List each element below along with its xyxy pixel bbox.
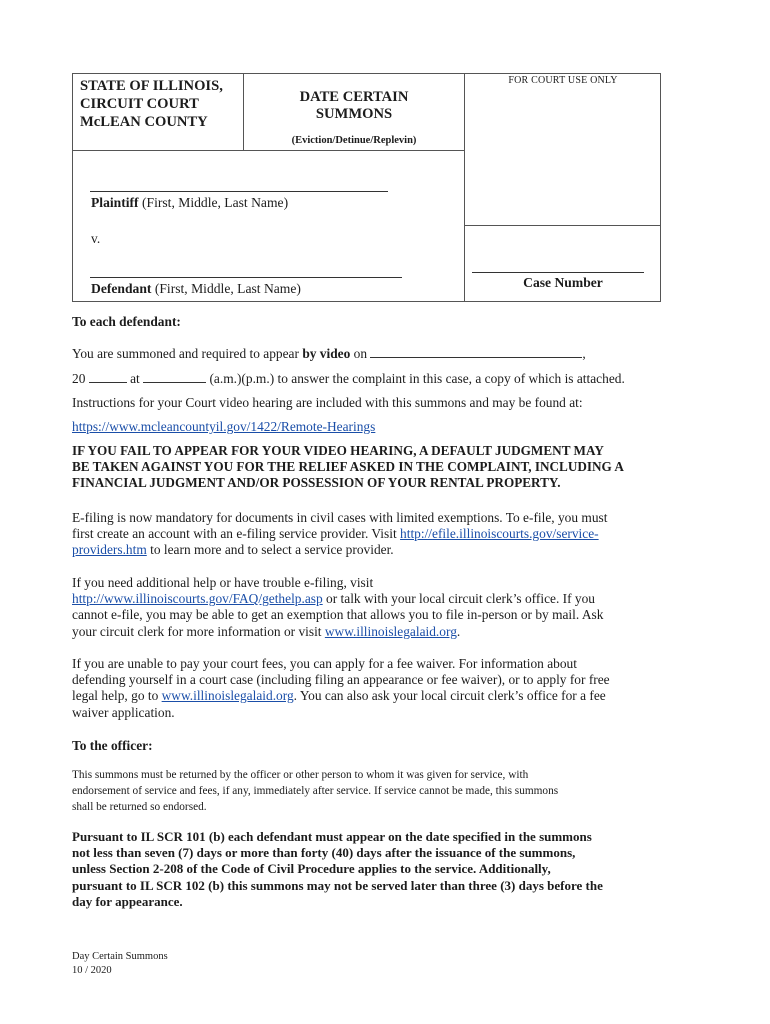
officer-line-2: endorsement of service and fees, if any, immediately after service. If service cannot be made, this summons xyxy=(72,785,559,797)
defendant-label xyxy=(91,281,301,297)
plaintiff-signature-line[interactable] xyxy=(90,191,388,192)
court-use-divider xyxy=(464,73,465,302)
efile-line-1: E-filing is now mandatory for documents in civil cases with limited exemptions. To e-file, you must xyxy=(72,510,608,525)
warning-line-2: BE TAKEN AGAINST YOU FOR THE RELIEF ASKED IN THE COMPLAINT, INCLUDING A xyxy=(72,459,624,475)
court-line-county: McLEAN COUNTY xyxy=(80,114,208,130)
fee-line-4: waiver application. xyxy=(72,704,175,720)
efile-providers-link-part2[interactable]: providers.htm xyxy=(72,542,147,558)
officer-paragraph xyxy=(72,767,558,815)
case-number-line[interactable] xyxy=(472,272,644,273)
help-line-4-end: . xyxy=(456,623,461,639)
footer-form-date: 10 / 2020 xyxy=(72,965,112,976)
fee-line-3-text: legal help, go to xyxy=(72,688,162,704)
help-line-3: cannot e-file, you may be able to get an exemption that allows you to file in-person or by mail. Ask xyxy=(72,607,604,623)
scr-line-5: day for appearance. xyxy=(72,893,183,909)
fee-line-3-rest: . You can also ask your local circuit clerk’s office for a fee xyxy=(293,688,606,704)
court-name xyxy=(80,77,223,131)
case-number-label: Case Number xyxy=(523,275,603,290)
box-bottom-rule xyxy=(72,301,661,302)
efile-paragraph xyxy=(72,510,607,559)
summoned-comma: , xyxy=(582,346,586,361)
form-title-line1: DATE CERTAIN xyxy=(299,89,409,105)
form-title-line2: SUMMONS xyxy=(315,106,393,122)
form-subtitle: (Eviction/Detinue/Replevin) xyxy=(291,135,417,146)
efile-line-2 xyxy=(72,526,607,542)
fee-line-2: defending yourself in a court case (including filing an appearance or fee waiver), or to apply for free xyxy=(72,672,610,688)
legalaid-link-2[interactable]: www.illinoislegalaid.org xyxy=(161,688,294,704)
legalaid-link-1[interactable]: www.illinoislegalaid.org xyxy=(324,623,457,639)
summoned-text: You are summoned and required to appear xyxy=(72,346,303,361)
box-left-rule xyxy=(72,73,73,302)
scr-line-4: pursuant to IL SCR 102 (b) this summons may not be served later than three (3) days before the xyxy=(72,877,603,893)
court-use-label: FOR COURT USE ONLY xyxy=(508,75,618,86)
help-line-2-text: or talk with your local circuit clerk’s office. If you xyxy=(322,591,595,607)
fee-line-3 xyxy=(72,688,610,704)
fee-line-1: If you are unable to pay your court fees, you can apply for a fee waiver. For information about xyxy=(72,656,577,671)
summoned-on-text: on xyxy=(350,346,371,361)
scr-line-2: not less than seven (7) days or more than forty (40) days after the issuance of the summons, xyxy=(72,845,576,861)
help-paragraph xyxy=(72,575,603,640)
help-line-4 xyxy=(72,624,603,640)
gethelp-link[interactable]: http://www.illinoiscourts.gov/FAQ/gethelp.asp xyxy=(72,591,323,607)
scr-paragraph xyxy=(72,829,603,910)
hearing-year-field[interactable] xyxy=(89,371,127,383)
at-word: at xyxy=(126,371,144,386)
year-prefix: 20 xyxy=(72,371,86,386)
time-line xyxy=(72,371,625,387)
court-line-circuit: CIRCUIT COURT xyxy=(80,96,199,112)
plaintiff-label-bold: Plaintiff xyxy=(91,195,139,210)
officer-line-3: shall be returned so endorsed. xyxy=(72,801,207,813)
efile-line-3 xyxy=(72,542,607,558)
to-defendant-heading: To each defendant: xyxy=(72,314,181,329)
plaintiff-label-hint: (First, Middle, Last Name) xyxy=(141,195,289,210)
defendant-label-bold: Defendant xyxy=(91,281,152,296)
box-right-rule xyxy=(660,73,661,302)
hearing-time-field[interactable] xyxy=(143,371,206,383)
by-video-text: by video xyxy=(302,346,351,361)
box-top-rule xyxy=(72,73,661,74)
plaintiff-label xyxy=(91,195,288,211)
form-title xyxy=(244,89,464,123)
scr-line-3: unless Section 2-208 of the Code of Civil Procedure applies to the service. Additionally, xyxy=(72,861,551,877)
court-line-state: STATE OF ILLINOIS, xyxy=(80,78,223,94)
case-number-rule xyxy=(464,225,661,226)
versus-label: v. xyxy=(91,231,101,246)
default-judgment-warning xyxy=(72,443,624,492)
scr-line-1: Pursuant to IL SCR 101 (b) each defendant must appear on the date specified in the summons xyxy=(72,829,592,844)
summoned-line xyxy=(72,346,586,362)
instructions-text: Instructions for your Court video hearing are included with this summons and may be found at: xyxy=(72,395,583,410)
time-rest-text: (a.m.)(p.m.) to answer the complaint in this case, a copy of which is attached. xyxy=(206,371,625,386)
header-bottom-rule xyxy=(72,150,465,151)
fee-waiver-paragraph xyxy=(72,656,610,721)
form-footer xyxy=(72,950,168,978)
to-officer-heading: To the officer: xyxy=(72,738,153,753)
efile-line-2-text: first create an account with an e-filing service provider. Visit xyxy=(72,526,401,542)
officer-line-1: This summons must be returned by the officer or other person to whom it was given for service, with xyxy=(72,769,529,781)
warning-line-3: FINANCIAL JUDGMENT AND/OR POSSESSION OF YOUR RENTAL PROPERTY. xyxy=(72,475,561,491)
help-line-4-text: your circuit clerk for more information or visit xyxy=(72,623,325,639)
warning-line-1: IF YOU FAIL TO APPEAR FOR YOUR VIDEO HEARING, A DEFAULT JUDGMENT MAY xyxy=(72,443,604,458)
efile-providers-link-part1[interactable]: http://efile.illinoiscourts.gov/service- xyxy=(400,526,599,542)
footer-form-name: Day Certain Summons xyxy=(72,951,168,962)
remote-hearings-link[interactable]: https://www.mcleancountyil.gov/1422/Remote-Hearings xyxy=(72,419,376,434)
defendant-label-hint: (First, Middle, Last Name) xyxy=(154,281,301,296)
efile-line-3-text: to learn more and to select a service provider. xyxy=(146,542,394,558)
help-line-1: If you need additional help or have trouble e-filing, visit xyxy=(72,575,374,590)
defendant-signature-line[interactable] xyxy=(90,277,402,278)
help-line-2 xyxy=(72,591,603,607)
hearing-date-field[interactable] xyxy=(370,346,582,358)
